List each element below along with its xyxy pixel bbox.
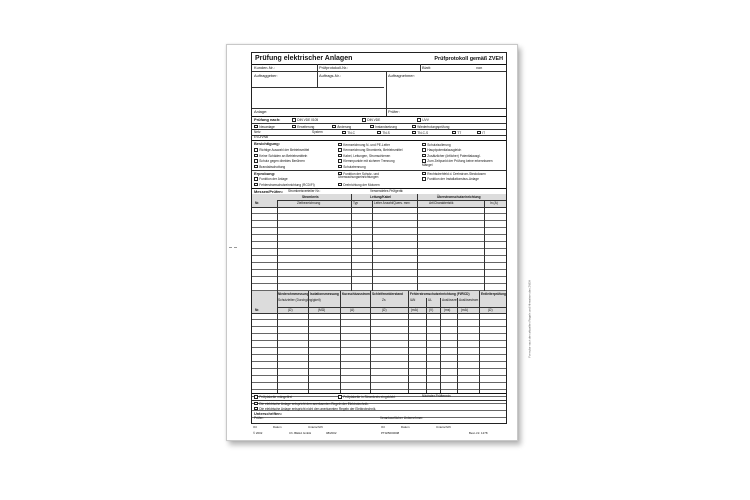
schleife-header: Schleifenwiderstand [372,292,403,296]
stand: 08/2002 [326,431,337,435]
zielbezeichnung-header: Zielbezeichnung [297,201,321,205]
anlage-label: Anlage: [254,109,268,114]
kurzschluss-header: Kurzschlussstrom [342,292,370,296]
ausloesestrom-sub: Auslösestrom [459,298,479,302]
pruefer-label: Prüfer: [388,109,400,114]
pruefgeraet-label: Verwendetes Prüfgerät: [370,189,404,193]
besichtigung-label: Besichtigung: [254,141,280,146]
unit-ohm2: (Ω) [488,308,493,312]
norm-vde[interactable]: DIN VDE [362,118,380,122]
ul-sub: UL [428,298,433,302]
norm-vde0105[interactable]: DIN VDE 0105 [292,118,318,122]
norm-uvv[interactable]: UVV [417,118,429,122]
unit-ohm: (Ω) [288,308,293,312]
unit-zs: (Ω) [382,308,387,312]
unit-ma: (mA) [411,308,418,312]
auftragnehmer-label: Auftragnehmer: [388,73,415,78]
netz-tt[interactable]: TT [452,131,461,135]
besicht-item[interactable]: Hauptpotentialausgleich [422,148,461,152]
type-neuanlage[interactable]: Neuanlage [254,125,275,129]
protocol-form [251,52,507,424]
besicht-item[interactable]: Brandabschottung [254,165,285,169]
table1-rows[interactable] [252,207,506,291]
zs-sub: Zs [382,298,386,302]
form-title: Prüfung elektrischer Anlagen [255,55,353,62]
nicht-konform-checkbox[interactable]: Die elektrische Anlage entspricht nicht den anerkannten Regeln der Elektrotechnik. [254,407,376,411]
unit-v: (V) [429,308,434,312]
best-nr: Best.-Nr. 1278 [469,431,488,435]
blatt-label: Blatt: [422,65,431,70]
sig-pruefer-label: Prüfer: [254,415,264,420]
copyright: © 2002 [253,431,263,435]
besicht-item[interactable]: Schutzisolierung [422,143,451,147]
stromkreis-header: Stromkreis [302,194,319,199]
unit-ms: (ms) [444,308,451,312]
besicht-item[interactable]: Zum Zeitpunkt der Prüfung keine erkennbaren Mängel [422,158,493,167]
ueberstrom-header: Überstromschutzeinrichtung [437,194,481,199]
auftraggeber-label: Auftraggeber: [254,73,278,78]
pruefplakette-stromkreis-checkbox[interactable]: Prüfplakette in Stromkreis eingeklebt [338,395,395,399]
besicht-item[interactable]: Klemmpunkte mit sicherer Trennung [338,159,395,163]
pruefplakette-checkbox[interactable]: Prüfplakette mängelfrei [254,395,292,399]
erprob-item[interactable]: Funktion der Schutz- und Überwachungseinrichtungen [338,171,379,180]
idn-sub: IΔN [410,298,416,302]
form-sheet: Formular nach den aktuellen Regeln und Hinweisen des ZVEH Prüfung elektrischer Anlagen Prüfprotokoll gemäß ZVEH Kunden-Nr.: Prüfprotokoll-Nr.: Blatt: von Auftraggeber: Auftrags-Nr.: Auftragnehmer: Anlage: Prüfer: Prüfung nach: DIN VDE 0105 DIN VDE UVV Neuanlage Erweiterung Änderung Instandsetzung Wiederholungsprüfung Netz System TN-C TN-S TN-C-S TT IT EVU/VNB Besichtigung: Richtige Auswahl der Betriebsmittel Keine Schäden an Betriebsmitteln Schutz gegen direktes Berühren Brandabschottung Kennzeichnung N- und PE-Leiter Kennzeichnung Stromkreis, Betriebsmittel Kabel, Leitungen, Stromschienen Klemmpunkte mit sicherer Trennung Schutztrennung Schutzisolierung Hauptpotentialausgleich Zusätzlicher (örtlicher) Potentialausgl. Zum Zeitpunkt der Prüfung keine erkennbaren Mängel Erprobung: Funktion der Anlage Fehlerstromschutzeinrichtung (RCD/FI) Funktion der Schutz- und Überwachungseinrichtungen Drehrichtung der Motoren Rechtsdrehfeld d. Drehstrom-Steckdosen Funktion der Installationsbus-Anlage Messen/Prüfen: Stromkreisverteiler Nr.: Verwendetes Prüfgerät: Stromkreis Leitung/Kabel Überstromschutzeinrichtung Nr. Zielbezeichnung Typ Leiter Anzahl/Quers. mm² Art/Charakteristik In (A) Niederohmmessung Isolationsmessung Kurzschlussstrom Schleifenwiderstand Fehlerstromschutzeinrichtung (FI/RCD) Erdleiterprüfung Schutzleiter (Durchgängigkeit) Zs IΔN UL Auslösezeit Auslösestrom Nr. (Ω) (MΩ) (A) (Ω) (mA) (V) (ms) (mA) (Ω) Prüfplakette mängelfrei Prüfplakette in Stromkreis eingeklebt Nächster Prüftermin: Die elektrische Anlage entspricht den anerkannten Regeln der Elektrotechnik. Die elektrische Anlage entspricht nicht den anerkannten Regeln der Elektrotechnik. Unterschriften: Prüfer: Verantwortlicher Unternehmer: Ort Datum Unterschrift Ort Datum Unterschrift © 2002 Ch. BEHA GmbH 08/2002 PT025000008 Best.-Nr. 1278 [226,44,518,441]
type-instandsetzung[interactable]: Instandsetzung [370,125,397,129]
besicht-item[interactable]: Schutztrennung [338,165,366,169]
erdleiter-header: Erdleiterprüfung [481,292,506,296]
type-erweiterung[interactable]: Erweiterung [292,125,314,129]
leitung-header: Leitung/Kabel [370,194,392,199]
unterschriften-label: Unterschriften: [254,410,282,416]
stromkreisverteiler-label: Stromkreisverteiler Nr.: [288,189,321,193]
type-aenderung[interactable]: Änderung [332,125,351,129]
schutzleiter-sub: Schutzleiter (Durchgängigkeit) [278,298,321,302]
besicht-item[interactable]: Kennzeichnung Stromkreis, Betriebsmittel [338,148,402,152]
erprob-item[interactable]: Fehlerstromschutzeinrichtung (RCD/FI) [254,183,315,187]
netz-tncs[interactable]: TN-C-S [412,131,428,135]
von-label: von [476,65,483,70]
erprob-item[interactable]: Funktion der Installationsbus-Anlage [422,177,479,181]
form-code: PT025000008 [381,431,400,435]
naechster-pruef-label: Nächster Prüftermin: [422,394,452,398]
erprob-item[interactable]: Funktion der Anlage [254,177,288,181]
netz-it[interactable]: IT [477,131,485,135]
niederohm-header: Niederohmmessung [278,292,309,296]
besicht-item[interactable]: Schutz gegen direktes Berühren [254,159,305,163]
nr2-header: Nr. [255,307,260,312]
netz-label: Netz [254,129,261,134]
kunden-nr-label: Kunden-Nr.: [254,65,275,70]
nr-header: Nr. [255,201,260,205]
besicht-item[interactable]: Kennzeichnung N- und PE-Leiter [338,143,390,147]
fold-mark [229,247,237,248]
type-wiederholung[interactable]: Wiederholungsprüfung [412,125,449,129]
unit-mohm: (MΩ) [318,308,326,312]
erprob-item[interactable]: Rechtsdrehfeld d. Drehstrom-Steckdosen [422,172,486,176]
form-subtitle: Prüfprotokoll gemäß ZVEH [434,56,503,62]
sig-unternehmer-label: Verantwortlicher Unternehmer: [380,415,424,420]
unit-a: (A) [350,308,355,312]
besicht-item[interactable]: Zusätzlicher (örtlicher) Potentialausgl. [422,154,481,158]
pruefprotokoll-nr-label: Prüfprotokoll-Nr.: [319,65,349,70]
isolation-header: Isolationsmessung [310,292,339,296]
auftrags-nr-label: Auftrags-Nr.: [319,73,341,78]
unit-ma2: (mA) [461,308,468,312]
evu-label: EVU/VNB [254,135,268,139]
side-note: Formular nach den aktuellen Regeln und Hinweisen des ZVEH [528,280,532,358]
netz-tns[interactable]: TN-S [377,131,390,135]
netz-tnc[interactable]: TN-C [342,131,355,135]
messen-label: Messen/Prüfen: [254,188,283,194]
leiter-header: Leiter Anzahl/Quers. mm² [374,201,411,205]
besicht-item[interactable]: Keine Schäden an Betriebsmitteln [254,154,307,158]
erprob-item[interactable]: Drehrichtung der Motoren [338,183,380,187]
besicht-item[interactable]: Richtige Auswahl der Betriebsmittel [254,148,309,152]
art-header: Art/Charakteristik [429,201,454,205]
besicht-item[interactable]: Kabel, Leitungen, Stromschienen [338,154,390,158]
verlag: Ch. BEHA GmbH [289,431,312,435]
pruefung-label: Prüfung nach: [254,117,281,122]
ausloesezeit-sub: Auslösezeit [442,298,459,302]
fi-header: Fehlerstromschutzeinrichtung (FI/RCD) [410,292,470,296]
erprobung-label: Erprobung: [254,170,276,176]
system-label: System [312,129,323,134]
typ-header: Typ [353,201,359,205]
in-header: In (A) [490,201,498,205]
konform-checkbox[interactable]: Die elektrische Anlage entspricht den anerkannten Regeln der Elektrotechnik. [254,402,369,406]
